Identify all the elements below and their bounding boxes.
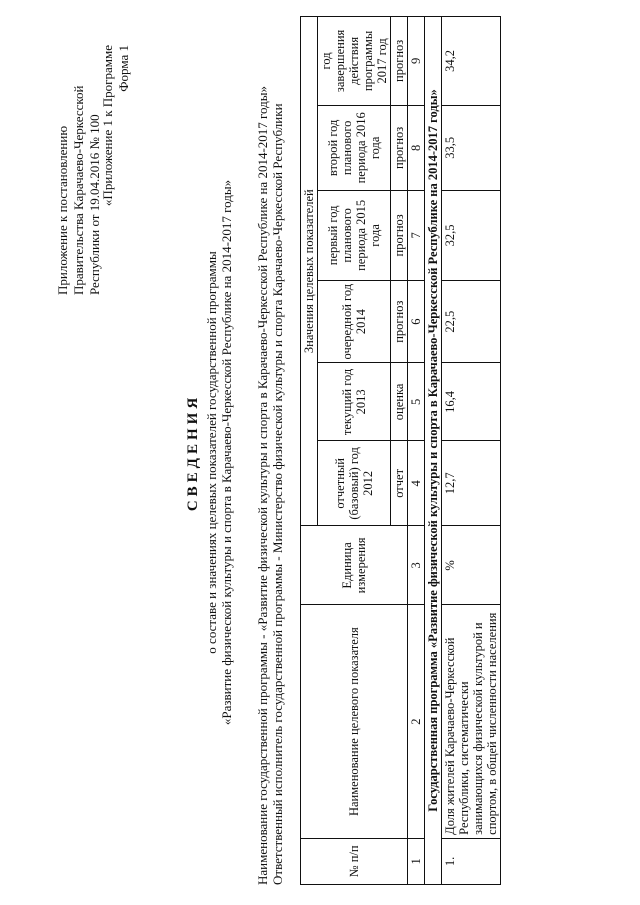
indicators-table bbox=[300, 16, 501, 885]
program-appendix-note bbox=[100, 45, 132, 265]
row-value: 22,5 bbox=[442, 280, 501, 363]
column-number: 3 bbox=[408, 526, 425, 605]
header-name: Наименование целевого показателя bbox=[301, 605, 408, 838]
header-row bbox=[301, 17, 318, 885]
subtitle-line: «Развитие физической культуры и спорта в Карачаево-Черкесской Республике на 2014-2017 годы» bbox=[219, 179, 234, 726]
header-unit: Единица измерения bbox=[301, 526, 408, 605]
status-cell: прогноз bbox=[391, 190, 408, 280]
document-subtitle bbox=[204, 0, 234, 905]
table-row bbox=[442, 17, 501, 885]
status-cell: оценка bbox=[391, 363, 408, 441]
year-header: очередной год 2014 bbox=[318, 280, 391, 363]
row-value: 33,5 bbox=[442, 105, 501, 190]
row-name: Доля жителей Карачаево-Черкесской Республики, систематически занимающихся физической культурой и спортом, в общей численности населения bbox=[442, 605, 501, 838]
section-row bbox=[425, 17, 442, 885]
status-cell: прогноз bbox=[391, 17, 408, 106]
header-num: № п/п bbox=[301, 838, 408, 884]
row-value: 12,7 bbox=[442, 441, 501, 526]
row-value: 32,5 bbox=[442, 190, 501, 280]
column-number: 1 bbox=[408, 838, 425, 884]
column-number: 4 bbox=[408, 441, 425, 526]
program-appendix-line: «Приложение 1 к Программе bbox=[100, 45, 115, 207]
row-unit: % bbox=[442, 526, 501, 605]
status-cell: отчет bbox=[391, 441, 408, 526]
column-number: 6 bbox=[408, 280, 425, 363]
row-value: 16,4 bbox=[442, 363, 501, 441]
year-header: первый год планового периода 2015 года bbox=[318, 190, 391, 280]
year-header: текущий год 2013 bbox=[318, 363, 391, 441]
year-header: отчетный (базовый) год 2012 bbox=[318, 441, 391, 526]
status-cell: прогноз bbox=[391, 105, 408, 190]
program-name: Наименование государственной программы - «Развитие физической культуры и спорта в Карачаево-Черкесской Республике на 2014-2017 годы» bbox=[255, 85, 270, 885]
year-header: год завершения действия программы 2017 год bbox=[318, 17, 391, 106]
program-info bbox=[255, 25, 285, 885]
appendix-line: Правительства Карачаево-Черкесской bbox=[71, 85, 86, 295]
appendix-line: Республики от 19.04.2016 № 100 bbox=[87, 114, 102, 295]
column-number: 2 bbox=[408, 605, 425, 838]
column-number: 7 bbox=[408, 190, 425, 280]
row-num: 1. bbox=[442, 838, 501, 884]
subtitle-line: о составе и значениях целевых показателей государственной программы bbox=[204, 251, 219, 654]
year-header: второй год планового периода 2016 года bbox=[318, 105, 391, 190]
column-number: 5 bbox=[408, 363, 425, 441]
status-cell: прогноз bbox=[391, 280, 408, 363]
header-values: Значения целевых показателей bbox=[301, 17, 318, 526]
column-number: 9 bbox=[408, 17, 425, 106]
resolution-appendix-note bbox=[55, 86, 103, 296]
appendix-line: Приложение к постановлению bbox=[55, 125, 70, 295]
column-numbers-row bbox=[408, 17, 425, 885]
responsible-executor: Ответственный исполнитель государственной программы - Министерство физической культуры и спорта Карачаево-Черкесской Республики bbox=[270, 103, 285, 885]
form-number: Форма 1 bbox=[116, 45, 131, 92]
row-value: 34,2 bbox=[442, 17, 501, 106]
column-number: 8 bbox=[408, 105, 425, 190]
section-title: Государственная программа «Развитие физической культуры и спорта в Карачаево-Черкесской Республике на 2014-2017 годы» bbox=[425, 17, 442, 885]
document-title: СВЕДЕНИЯ bbox=[185, 393, 201, 512]
